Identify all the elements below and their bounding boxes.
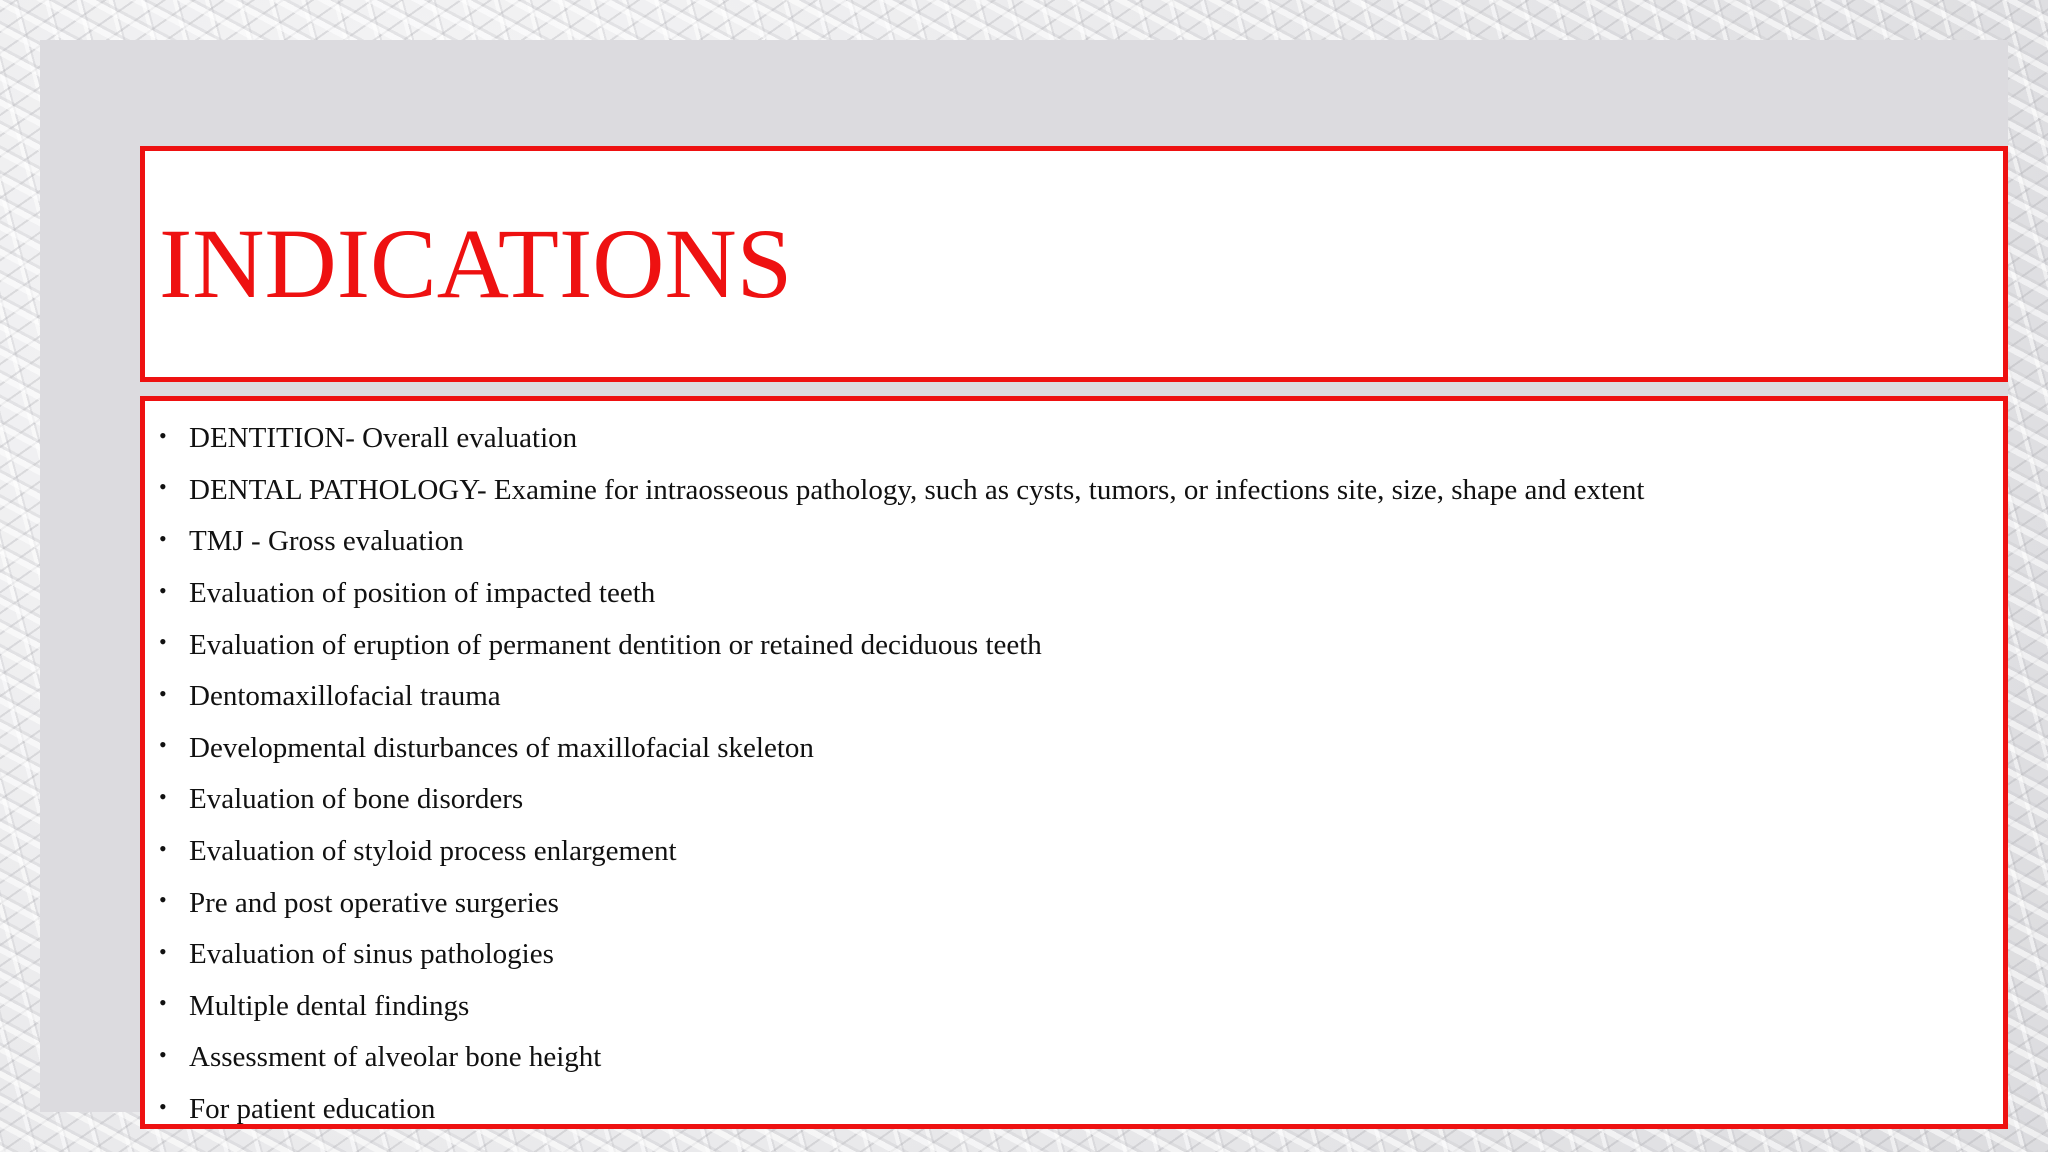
bullet-list bbox=[159, 413, 1989, 1135]
list-item-text: Evaluation of sinus pathologies bbox=[189, 938, 554, 971]
bullet-icon: • bbox=[159, 1041, 167, 1067]
bullet-icon: • bbox=[159, 474, 167, 500]
bullet-icon: • bbox=[159, 629, 167, 655]
bullet-icon: • bbox=[159, 938, 167, 964]
list-item bbox=[159, 619, 1989, 671]
list-item bbox=[159, 877, 1989, 929]
bullet-icon: • bbox=[159, 1093, 167, 1119]
list-item-text: For patient education bbox=[189, 1093, 436, 1126]
bullet-icon: • bbox=[159, 783, 167, 809]
list-item-text: DENTAL PATHOLOGY- Examine for intraosseous pathology, such as cysts, tumors, or infections site, size, shape and extent bbox=[189, 473, 1645, 506]
list-item bbox=[159, 465, 1989, 517]
list-item-text: DENTITION- Overall evaluation bbox=[189, 422, 578, 455]
list-item-text: TMJ - Gross evaluation bbox=[189, 525, 464, 558]
list-item bbox=[159, 413, 1989, 465]
bullet-icon: • bbox=[159, 887, 167, 913]
list-item bbox=[159, 1084, 1989, 1136]
bullet-icon: • bbox=[159, 732, 167, 758]
content-box bbox=[140, 396, 2008, 1129]
list-item bbox=[159, 929, 1989, 981]
slide-panel bbox=[40, 40, 2008, 1126]
bullet-icon: • bbox=[159, 835, 167, 861]
list-item bbox=[159, 774, 1989, 826]
bullet-icon: • bbox=[159, 422, 167, 448]
list-item-text: Assessment of alveolar bone height bbox=[189, 1041, 602, 1074]
bullet-icon: • bbox=[159, 680, 167, 706]
list-item-text: Evaluation of bone disorders bbox=[189, 783, 524, 816]
list-item bbox=[159, 723, 1989, 775]
list-item-text: Dentomaxillofacial trauma bbox=[189, 680, 501, 713]
list-item bbox=[159, 516, 1989, 568]
bullet-icon: • bbox=[159, 525, 167, 551]
list-item-text: Pre and post operative surgeries bbox=[189, 886, 559, 919]
list-item bbox=[159, 671, 1989, 723]
list-item-text: Evaluation of eruption of permanent dentition or retained deciduous teeth bbox=[189, 628, 1042, 661]
list-item-text: Evaluation of styloid process enlargement bbox=[189, 835, 677, 868]
slide-title: INDICATIONS bbox=[159, 208, 793, 319]
bullet-icon: • bbox=[159, 577, 167, 603]
list-item-text: Developmental disturbances of maxillofacial skeleton bbox=[189, 731, 814, 764]
list-item bbox=[159, 981, 1989, 1033]
title-box bbox=[140, 146, 2008, 382]
list-item bbox=[159, 1032, 1989, 1084]
list-item bbox=[159, 826, 1989, 878]
list-item bbox=[159, 568, 1989, 620]
list-item-text: Evaluation of position of impacted teeth bbox=[189, 577, 656, 610]
bullet-icon: • bbox=[159, 990, 167, 1016]
list-item-text: Multiple dental findings bbox=[189, 989, 470, 1022]
